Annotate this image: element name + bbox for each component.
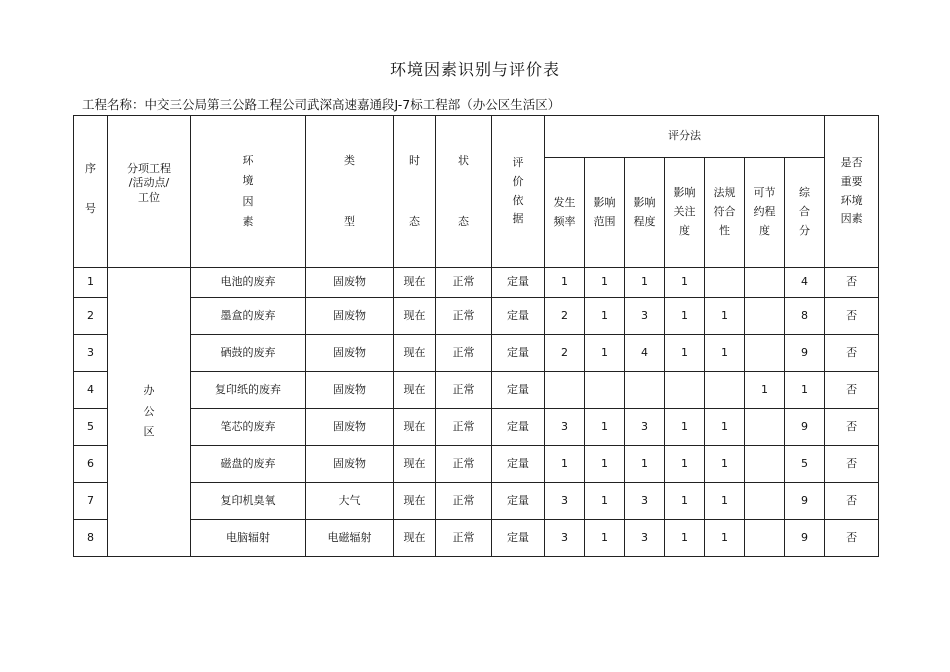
scope-cell: 1 (585, 298, 625, 335)
header-important: 是否 重要 环境 因素 (825, 116, 879, 268)
saving-cell (745, 483, 785, 520)
basis-cell: 定量 (492, 483, 545, 520)
header-seq: 序 号 (74, 116, 108, 268)
compliance-cell: 1 (705, 446, 745, 483)
table-row (74, 409, 879, 446)
concern-cell: 1 (665, 268, 705, 298)
state-cell: 正常 (436, 446, 492, 483)
severity-cell: 1 (625, 268, 665, 298)
tense-cell: 现在 (394, 483, 436, 520)
seq-cell: 6 (74, 446, 108, 483)
table-row (74, 372, 879, 409)
compliance-cell: 1 (705, 409, 745, 446)
factor-cell: 电池的废弃 (191, 268, 306, 298)
saving-cell (745, 520, 785, 557)
factor-cell: 笔芯的废弃 (191, 409, 306, 446)
header-concern: 影响 关注 度 (665, 158, 705, 268)
important-cell: 否 (825, 298, 879, 335)
type-cell: 电磁辐射 (306, 520, 394, 557)
factor-cell: 电脑辐射 (191, 520, 306, 557)
scope-cell: 1 (585, 520, 625, 557)
compliance-cell: 1 (705, 335, 745, 372)
frequency-cell: 2 (545, 298, 585, 335)
header-frequency: 发生 频率 (545, 158, 585, 268)
seq-cell: 4 (74, 372, 108, 409)
basis-cell: 定量 (492, 268, 545, 298)
severity-cell: 4 (625, 335, 665, 372)
frequency-cell: 1 (545, 446, 585, 483)
header-scope: 影响 范围 (585, 158, 625, 268)
factor-cell: 硒鼓的废弃 (191, 335, 306, 372)
header-compliance: 法规 符合 性 (705, 158, 745, 268)
basis-cell: 定量 (492, 520, 545, 557)
header-item: 分项工程 /活动点/ 工位 (108, 116, 191, 268)
important-cell: 否 (825, 268, 879, 298)
factor-cell: 墨盒的废弃 (191, 298, 306, 335)
factor-cell: 复印机臭氧 (191, 483, 306, 520)
scope-cell: 1 (585, 409, 625, 446)
concern-cell: 1 (665, 335, 705, 372)
area-cell: 办 公 区 (108, 268, 191, 557)
seq-cell: 8 (74, 520, 108, 557)
total-cell: 9 (785, 409, 825, 446)
state-cell: 正常 (436, 372, 492, 409)
important-cell: 否 (825, 409, 879, 446)
project-name: 工程名称：中交三公局第三公路工程公司武深高速嘉通段J-7标工程部（办公区生活区） (82, 97, 561, 112)
important-cell: 否 (825, 446, 879, 483)
basis-cell: 定量 (492, 446, 545, 483)
seq-cell: 3 (74, 335, 108, 372)
header-type: 类 型 (306, 116, 394, 268)
scope-cell: 1 (585, 268, 625, 298)
total-cell: 5 (785, 446, 825, 483)
type-cell: 固废物 (306, 409, 394, 446)
table-row (74, 335, 879, 372)
header-row (74, 116, 879, 158)
frequency-cell: 3 (545, 520, 585, 557)
important-cell: 否 (825, 372, 879, 409)
state-cell: 正常 (436, 298, 492, 335)
tense-cell: 现在 (394, 268, 436, 298)
total-cell: 9 (785, 335, 825, 372)
compliance-cell (705, 268, 745, 298)
severity-cell: 3 (625, 409, 665, 446)
compliance-cell: 1 (705, 483, 745, 520)
concern-cell: 1 (665, 520, 705, 557)
tense-cell: 现在 (394, 335, 436, 372)
frequency-cell: 2 (545, 335, 585, 372)
table-row (74, 483, 879, 520)
table-row (74, 268, 879, 298)
tense-cell: 现在 (394, 298, 436, 335)
table-row (74, 520, 879, 557)
severity-cell (625, 372, 665, 409)
important-cell: 否 (825, 520, 879, 557)
header-score-method: 评分法 (545, 116, 825, 158)
frequency-cell: 1 (545, 268, 585, 298)
header-factor: 环 境 因 素 (191, 116, 306, 268)
concern-cell: 1 (665, 446, 705, 483)
seq-cell: 7 (74, 483, 108, 520)
type-cell: 固废物 (306, 446, 394, 483)
frequency-cell (545, 372, 585, 409)
total-cell: 8 (785, 298, 825, 335)
type-cell: 大气 (306, 483, 394, 520)
severity-cell: 3 (625, 520, 665, 557)
table-row (74, 446, 879, 483)
basis-cell: 定量 (492, 372, 545, 409)
factor-cell: 磁盘的废弃 (191, 446, 306, 483)
concern-cell: 1 (665, 298, 705, 335)
saving-cell (745, 268, 785, 298)
saving-cell (745, 409, 785, 446)
compliance-cell: 1 (705, 298, 745, 335)
important-cell: 否 (825, 335, 879, 372)
scope-cell (585, 372, 625, 409)
seq-cell: 5 (74, 409, 108, 446)
basis-cell: 定量 (492, 335, 545, 372)
state-cell: 正常 (436, 409, 492, 446)
compliance-cell: 1 (705, 520, 745, 557)
frequency-cell: 3 (545, 483, 585, 520)
table-row (74, 298, 879, 335)
seq-cell: 1 (74, 268, 108, 298)
state-cell: 正常 (436, 335, 492, 372)
severity-cell: 1 (625, 446, 665, 483)
state-cell: 正常 (436, 520, 492, 557)
total-cell: 1 (785, 372, 825, 409)
tense-cell: 现在 (394, 446, 436, 483)
type-cell: 固废物 (306, 268, 394, 298)
state-cell: 正常 (436, 483, 492, 520)
tense-cell: 现在 (394, 372, 436, 409)
scope-cell: 1 (585, 483, 625, 520)
seq-cell: 2 (74, 298, 108, 335)
basis-cell: 定量 (492, 409, 545, 446)
saving-cell: 1 (745, 372, 785, 409)
total-cell: 9 (785, 483, 825, 520)
header-saving: 可节 约程 度 (745, 158, 785, 268)
type-cell: 固废物 (306, 335, 394, 372)
saving-cell (745, 446, 785, 483)
scope-cell: 1 (585, 446, 625, 483)
tense-cell: 现在 (394, 520, 436, 557)
concern-cell: 1 (665, 483, 705, 520)
header-severity: 影响 程度 (625, 158, 665, 268)
header-basis: 评 价 依 据 (492, 116, 545, 268)
assessment-table (73, 115, 879, 557)
scope-cell: 1 (585, 335, 625, 372)
factor-cell: 复印纸的废弃 (191, 372, 306, 409)
saving-cell (745, 298, 785, 335)
header-total: 综 合 分 (785, 158, 825, 268)
basis-cell: 定量 (492, 298, 545, 335)
severity-cell: 3 (625, 483, 665, 520)
severity-cell: 3 (625, 298, 665, 335)
tense-cell: 现在 (394, 409, 436, 446)
concern-cell: 1 (665, 409, 705, 446)
concern-cell (665, 372, 705, 409)
important-cell: 否 (825, 483, 879, 520)
type-cell: 固废物 (306, 372, 394, 409)
header-state: 状 态 (436, 116, 492, 268)
saving-cell (745, 335, 785, 372)
total-cell: 4 (785, 268, 825, 298)
header-tense: 时 态 (394, 116, 436, 268)
compliance-cell (705, 372, 745, 409)
table-body (74, 116, 879, 557)
frequency-cell: 3 (545, 409, 585, 446)
document-title: 环境因素识别与评价表 (389, 60, 560, 79)
type-cell: 固废物 (306, 298, 394, 335)
state-cell: 正常 (436, 268, 492, 298)
total-cell: 9 (785, 520, 825, 557)
